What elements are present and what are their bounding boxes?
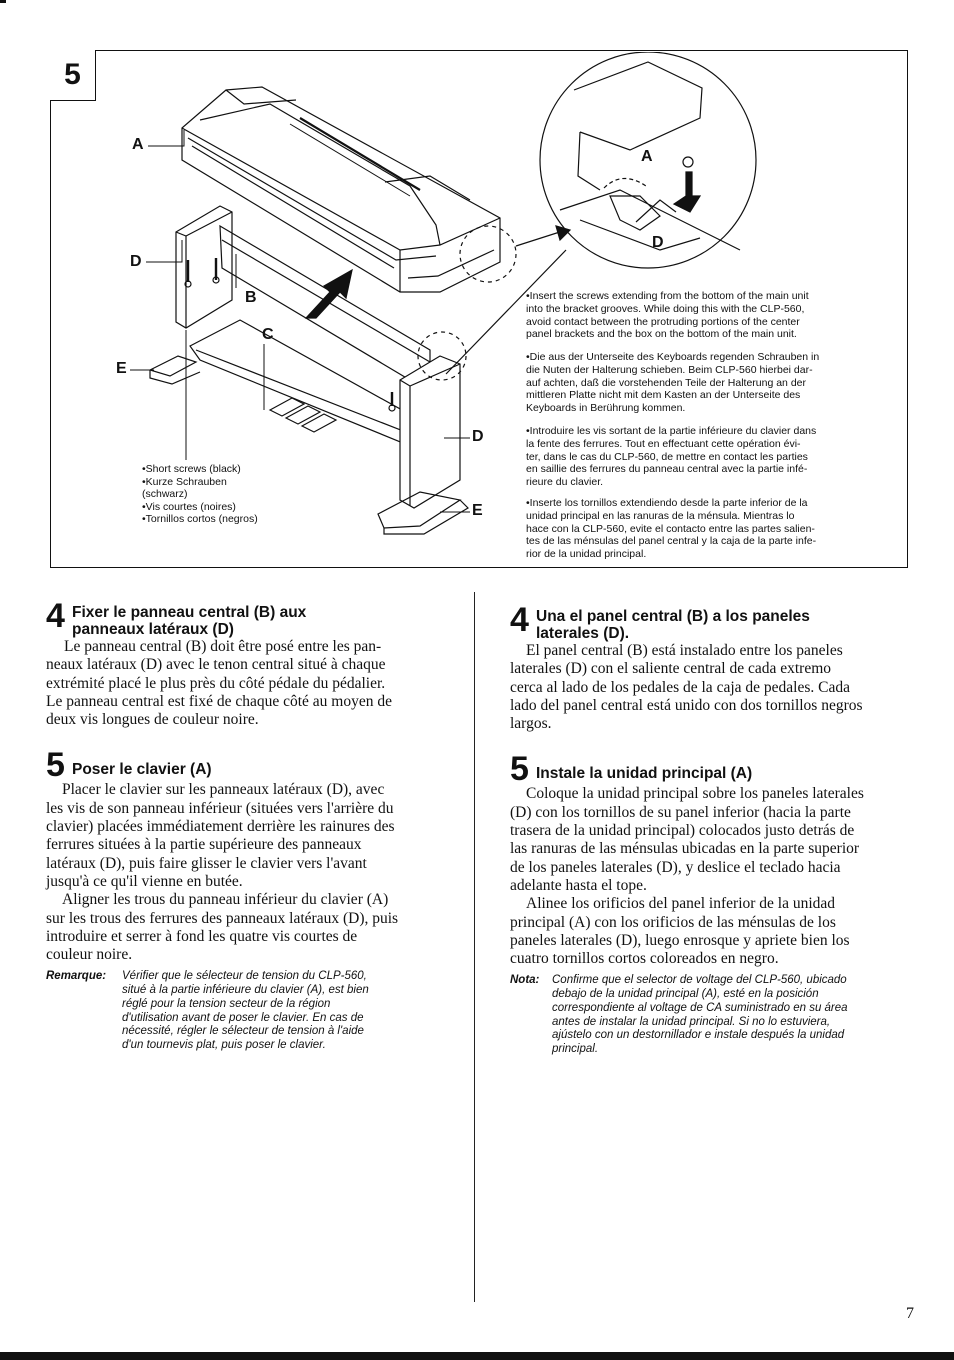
text-line: ferrures situées à la partie supérieure des panneaux (46, 836, 362, 854)
note-line: nécessité, régler le sélecteur de tension à l'aide (122, 1025, 364, 1038)
callout-c: C (262, 326, 274, 343)
text-line: de los paneles laterales (D), y deslice el teclado hacia (510, 858, 841, 876)
section-title (536, 765, 752, 782)
callout-d-right: D (472, 428, 484, 445)
column-divider (474, 592, 475, 1302)
title-line: panneaux latéraux (D) (72, 621, 234, 638)
figure-note-german (526, 351, 902, 415)
spanish-column (510, 601, 910, 1057)
text-line: trasera de la unidad principal) colocados justo detrás de (510, 822, 855, 840)
section-heading (510, 750, 910, 789)
note-line: rieure du clavier. (526, 476, 604, 489)
section-number: 4 (510, 601, 529, 639)
note-line: mittleren Platte nicht mit dem Kasten an der Unterseite des (526, 389, 801, 402)
text-line: largos. (510, 715, 552, 733)
section-heading (510, 601, 910, 642)
paragraph (46, 656, 446, 729)
french-column (46, 597, 446, 1053)
note-line: principal. (552, 1042, 599, 1055)
figure-note-spanish (526, 497, 902, 561)
note-line: la fente des ferrures. Tout en effectuant cette opération évi- (526, 437, 801, 450)
text-line: (D) con los tornillos de su panel inferior (hacia la parte (510, 803, 851, 821)
paragraph (46, 891, 446, 964)
text-line: paneles laterales (D), luego enrosque y apriete bien los (510, 931, 850, 949)
note-line: Vérifier que le sélecteur de tension du CLP-560, (122, 970, 367, 983)
legend-line: •Short screws (black) (142, 463, 241, 475)
note-line: ter, dans le cas du CLP-560, de mettre en contact les parties (526, 450, 808, 463)
note-line: die Nuten der Halterung schieben. Beim CLP-560 hierbei dar- (526, 363, 813, 376)
text-line: latéraux (D), puis faire glisser le clavier vers l'avant (46, 854, 367, 872)
text-line: las ranuras de las ménsulas ubicadas en la parte superior (510, 840, 860, 858)
note-line: ajústelo con un destornillador e instale después la unidad (552, 1029, 845, 1042)
paragraph (46, 638, 446, 656)
note-label: Nota: (510, 974, 540, 987)
note-line: panel brackets and the box on the bottom of the main unit. (526, 328, 797, 341)
text-line: laterales (D) con el saliente central de cada extremo (510, 660, 832, 678)
note-line: situé à la partie inférieure du clavier (A), est bien (122, 984, 369, 997)
text-line: neaux latéraux (D) avec le tenon central situé à chaque (46, 656, 386, 674)
text-line: lado del panel central está unido con dos tornillos negros (510, 696, 863, 714)
callout-d-detail: D (652, 234, 664, 251)
bottom-edge-bar (0, 1352, 954, 1360)
callout-b: B (245, 289, 257, 306)
note-line: Confirme que el selector de voltage del CLP-560, ubicado (552, 974, 847, 987)
note-line: rior de la unidad principal. (526, 548, 647, 561)
section-heading (46, 746, 446, 785)
note-line: tes de las ménsulas del panel central y la caja de la parte infe- (526, 535, 817, 548)
paragraph (510, 785, 910, 895)
text-line: Alinee los orificios del panel inferior de la unidad (526, 895, 836, 913)
callout-d-left: D (130, 253, 142, 270)
text-line: principal (A) con los orificios de las ménsulas de los (510, 913, 836, 931)
note-line: d'utilisation avant de poser le clavier. En cas de (122, 1011, 364, 1024)
figure-note-french (526, 425, 902, 489)
text-line: deux vis longues de couleur noire. (46, 711, 259, 729)
note-line: en saillie des ferrures du panneau central avec la partie infé- (526, 463, 808, 476)
text-line: extrémité placé le plus près du côté pédale du pédalier. (46, 674, 386, 692)
text-line: El panel central (B) está instalado entre los paneles (526, 642, 843, 659)
scan-edge-mark (0, 0, 6, 3)
note-line: avoid contact between the protruding portions of the center (526, 315, 800, 328)
note-line: debajo de la unidad principal (A), esté en la posición (552, 988, 819, 1001)
note-line: •Introduire les vis sortant de la partie inférieure du clavier dans (526, 425, 817, 437)
note-line: auf achten, daß die vorstehenden Teile der Halterung an der (526, 376, 806, 389)
paragraph (46, 781, 446, 891)
text-line: Aligner les trous du panneau inférieur du clavier (A) (62, 891, 389, 909)
text-line: sur les trous des ferrures des panneaux latéraux (D), puis (46, 909, 399, 927)
text-line: couleur noire. (46, 946, 133, 964)
callout-e-right: E (472, 502, 483, 519)
title-line: Fixer le panneau central (B) aux (72, 604, 307, 621)
text-line: cerca al lado de los pedales de la caja de pedales. Cada (510, 678, 850, 696)
callout-a-detail: A (641, 148, 653, 165)
legend-line: •Kurze Schrauben (142, 475, 227, 488)
text-line: Le panneau central est fixé de chaque côté au moyen de (46, 692, 392, 710)
text-line: clavier) placées immédiatement derrière les rainures des (46, 818, 395, 836)
note-label: Remarque: (46, 970, 107, 983)
text-line: les vis de son panneau inférieur (situées vers l'arrière du (46, 799, 394, 817)
title-line: Una el panel central (B) a los paneles (536, 608, 810, 625)
section-title (536, 608, 810, 642)
note-line: d'un tournevis plat, puis poser le clavier. (122, 1038, 326, 1051)
callout-a-left: A (132, 136, 144, 153)
title-line: Instale la unidad principal (A) (536, 765, 753, 783)
text-line: Le panneau central (B) doit être posé entre les pan- (64, 638, 382, 655)
text-line: Placer le clavier sur les panneaux latéraux (D), avec (62, 781, 385, 799)
note-line: Keyboards in Berührung kommen. (526, 402, 686, 415)
figure-note-english (526, 290, 902, 341)
note-line: réglé pour la tension secteur de la région (122, 997, 331, 1010)
section-title (72, 761, 212, 778)
text-line: adelante hasta el tope. (510, 876, 647, 894)
text-line: cuatro tornillos cortos coloreados en negro. (510, 950, 779, 968)
text-line: jusqu'à ce qu'il vienne en butée. (46, 872, 243, 890)
text-line: introduire et serrer à fond les quatre vis courtes de (46, 927, 358, 945)
page-number: 7 (906, 1305, 914, 1322)
step-badge: 5 (50, 50, 96, 101)
note-line: unidad principal en las ranuras de la ménsula. Mientras lo (526, 509, 795, 522)
note-line: into the bracket grooves. While doing this with the CLP-560, (526, 302, 805, 315)
section-number: 5 (46, 746, 65, 785)
legend-line: •Tornillos cortos (negros) (142, 513, 258, 526)
note-line: •Insert the screws extending from the bottom of the main unit (526, 290, 809, 302)
section-heading (46, 597, 446, 638)
remark-note (510, 974, 910, 1056)
paragraph (510, 642, 910, 733)
section-number: 4 (46, 597, 65, 635)
screws-legend (142, 463, 322, 526)
section-number: 5 (510, 750, 529, 789)
note-line: correspondiente al voltage de CA suministrado en su área (552, 1001, 848, 1014)
title-line: Poser le clavier (A) (72, 761, 212, 779)
section-title (72, 604, 306, 638)
callout-e-left: E (116, 360, 127, 377)
legend-line: (schwarz) (142, 488, 188, 501)
text-line: Coloque la unidad principal sobre los paneles laterales (526, 785, 864, 803)
note-line: hace con la CLP-560, evite el contacto entre las partes salien- (526, 522, 815, 535)
note-line: antes de instalar la unidad principal. Si no lo estuviera, (552, 1015, 831, 1028)
paragraph (510, 895, 910, 968)
title-line: laterales (D). (536, 625, 630, 642)
legend-line: •Vis courtes (noires) (142, 500, 236, 513)
remark-note (46, 970, 446, 1052)
note-line: •Inserte los tornillos extendiendo desde la parte inferior de la (526, 497, 808, 509)
note-line: •Die aus der Unterseite des Keyboards regenden Schrauben in (526, 351, 820, 363)
